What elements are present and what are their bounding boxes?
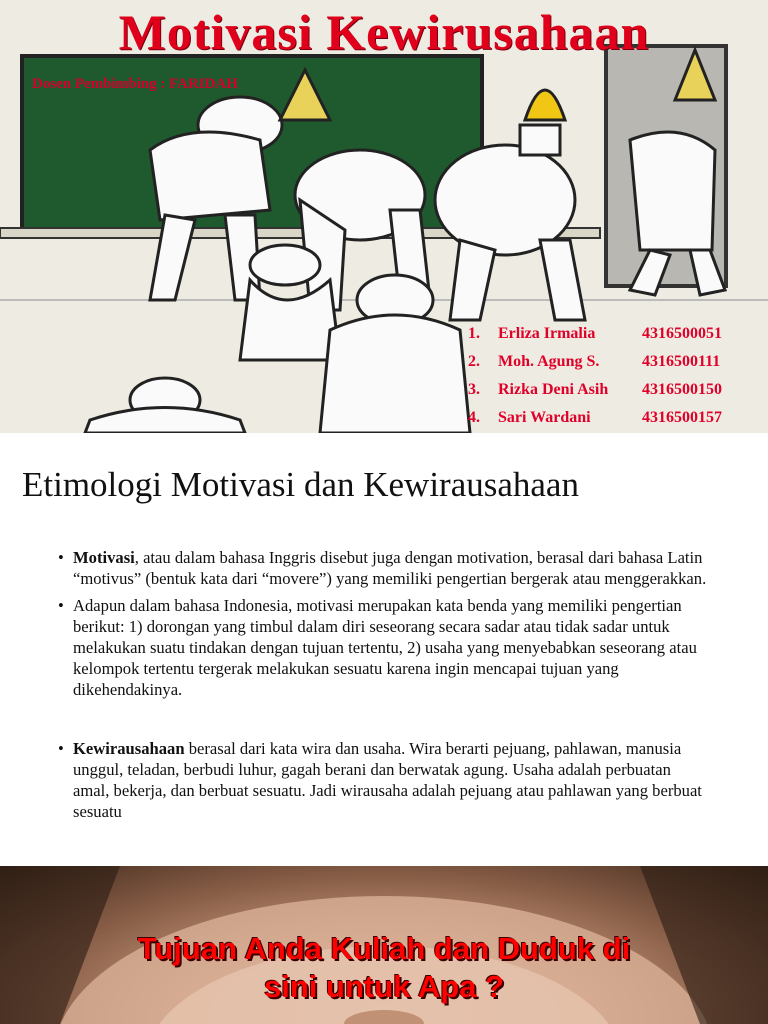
bullet-text: , atau dalam bahasa Inggris disebut juga dengan motivation, berasal dari bahasa Latin “motivus” (bentuk kata dari “movere”) yang memiliki pengertian bergerak atau menggerakkan. [73, 548, 707, 588]
lecturer-label: Dosen Pembimbing : FARIDAH [32, 76, 238, 92]
member-nim: 4316500157 [642, 409, 722, 426]
question-line-1: Tujuan Anda Kuliah dan Duduk di [137, 931, 631, 966]
member-row [468, 376, 758, 404]
member-row [468, 348, 758, 376]
term-kewirausahaan: Kewirausahaan [73, 739, 185, 758]
slide-title [0, 0, 768, 433]
member-number: 4. [468, 409, 480, 426]
term-motivasi: Motivasi [73, 548, 135, 567]
motivation-question [0, 930, 768, 1006]
member-number: 2. [468, 353, 480, 370]
question-line-2: sini untuk Apa ? [264, 969, 504, 1004]
slide-question [0, 866, 768, 1024]
member-row [468, 404, 758, 432]
member-list [468, 320, 758, 432]
member-name: Moh. Agung S. [498, 353, 600, 370]
bullet-kewirausahaan [58, 738, 708, 822]
member-row [468, 320, 758, 348]
member-nim: 4316500150 [642, 381, 722, 398]
member-number: 1. [468, 325, 480, 342]
member-name: Sari Wardani [498, 409, 591, 426]
bullet-indonesian-meaning [58, 595, 708, 700]
bullet-motivasi [58, 547, 708, 589]
etymology-body [58, 547, 708, 822]
slide-etymology [0, 433, 768, 866]
presentation-title: Motivasi Kewirusahaan [118, 4, 650, 60]
member-nim: 4316500051 [642, 325, 722, 342]
member-number: 3. [468, 381, 480, 398]
bullet-text: Adapun dalam bahasa Indonesia, motivasi merupakan kata benda yang memiliki pengertian berikut: 1) dorongan yang timbul dalam diri seseorang secara sadar atau tidak sadar untuk melakukan suatu tindakan dengan tujuan tertentu, 2) usaha yang menyebabkan seseorang atau kelompok tertentu tergerak melakukan sesuatu karena ingin mencapai tujuan yang dikehendakinya. [73, 596, 697, 699]
member-name: Erliza Irmalia [498, 325, 596, 342]
bullet-text: berasal dari kata wira dan usaha. Wira berarti pejuang, pahlawan, manusia unggul, teladan, berbudi luhur, gagah berani dan berwatak agung. Usaha adalah perbuatan amal, bekerja, dan berbuat sesuatu. Jadi wirausaha adalah pejuang atau pahlawan yang berbuat sesuatu [73, 739, 702, 821]
member-name: Rizka Deni Asih [498, 381, 609, 398]
member-nim: 4316500111 [642, 353, 721, 370]
etymology-title: Etimologi Motivasi dan Kewirausahaan [22, 465, 579, 504]
